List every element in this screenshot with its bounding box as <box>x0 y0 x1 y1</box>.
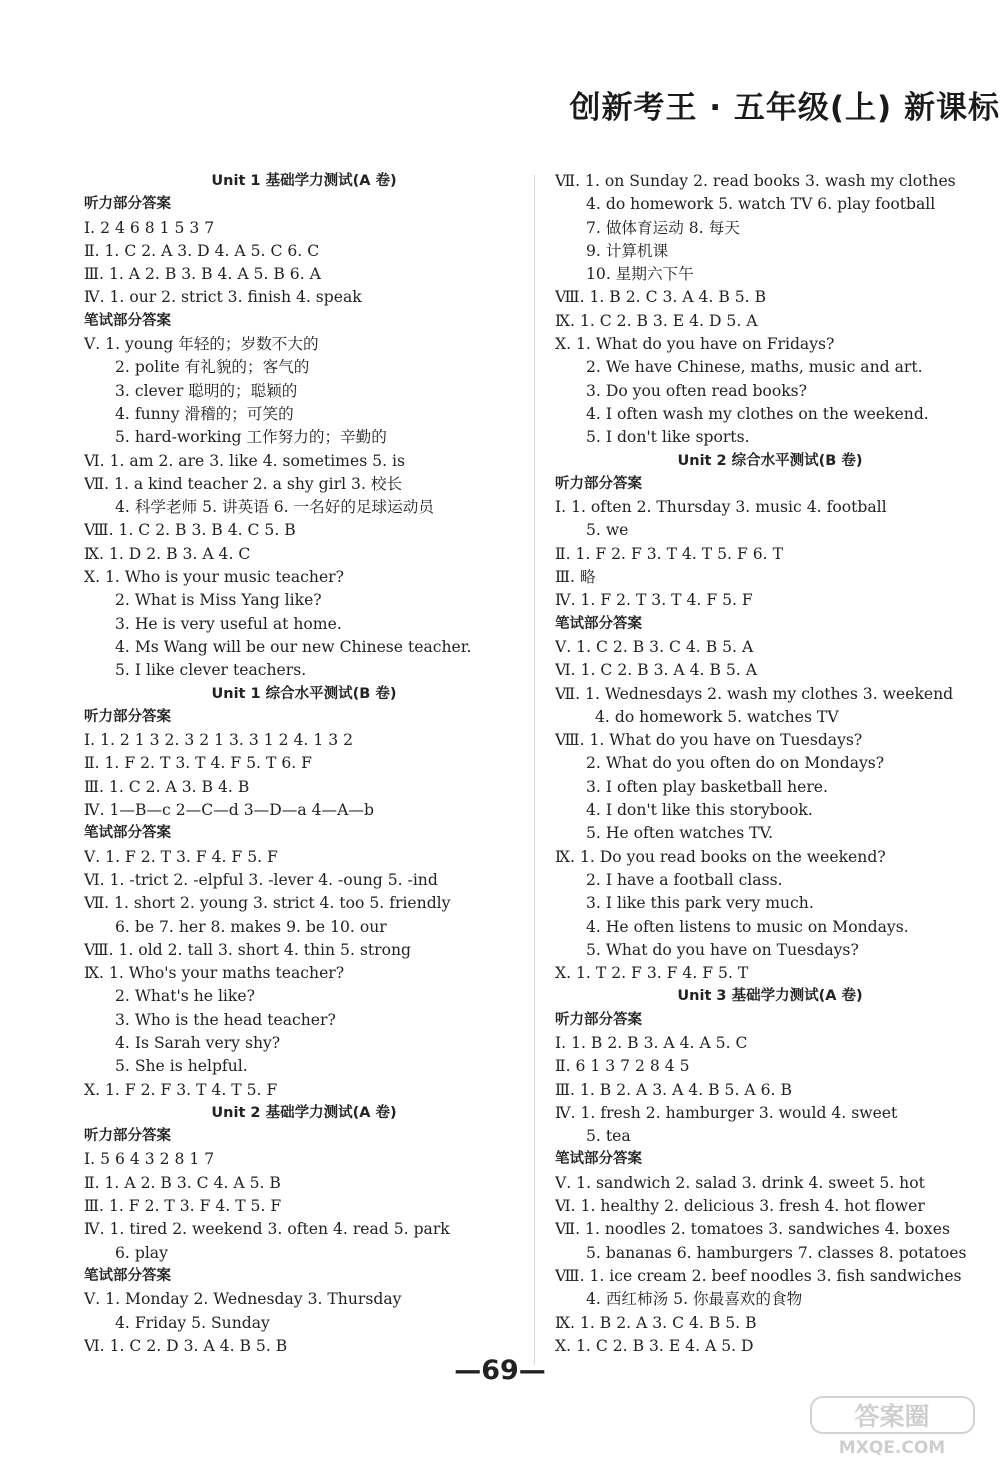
answer-line: Ⅴ. 1. sandwich 2. salad 3. drink 4. sweet 5. hot <box>555 1173 925 1192</box>
answer-line: 2. We have Chinese, maths, music and art. <box>586 358 923 377</box>
section-title: Unit 1 综合水平测试(B 卷) <box>211 685 397 702</box>
answer-line: Ⅴ. 1. Monday 2. Wednesday 3. Thursday <box>84 1290 402 1309</box>
answer-line: Ⅱ. 1. F 2. F 3. T 4. T 5. F 6. T <box>555 544 783 563</box>
answer-line: 4. do homework 5. watches TV <box>595 707 839 726</box>
answer-line: 3. I often play basketball here. <box>586 777 828 796</box>
answer-line: Ⅸ. 1. D 2. B 3. A 4. C <box>84 544 251 563</box>
section-subheading: 笔试部分答案 <box>84 825 171 842</box>
answer-line: Ⅹ. 1. C 2. B 3. E 4. A 5. D <box>555 1336 754 1355</box>
section-subheading: 笔试部分答案 <box>84 1267 171 1284</box>
answer-line: Ⅶ. 1. on Sunday 2. read books 3. wash my clothes <box>555 172 956 190</box>
answer-line: Ⅲ. 1. B 2. A 3. A 4. B 5. A 6. B <box>555 1080 792 1099</box>
answer-line: Ⅲ. 1. C 2. A 3. B 4. B <box>84 777 250 796</box>
left-answer-column <box>84 170 524 1358</box>
section-title: Unit 1 基础学力测试(A 卷) <box>211 173 397 189</box>
answer-line: Ⅹ. 1. T 2. F 3. F 4. F 5. T <box>555 964 749 983</box>
answer-line: Ⅰ. 5 6 4 3 2 8 1 7 <box>84 1150 215 1169</box>
answer-line: Ⅳ. 1—B—c 2—C—d 3—D—a 4—A—b <box>84 801 374 820</box>
answer-line: Ⅵ. 1. C 2. D 3. A 4. B 5. B <box>84 1336 288 1355</box>
answer-line: 4. funny 滑稽的；可笑的 <box>115 404 294 423</box>
section-subheading: 听力部分答案 <box>84 1128 171 1145</box>
answer-line: 4. 西红柿汤 5. 你最喜欢的食物 <box>586 1290 803 1309</box>
answer-line: 5. She is helpful. <box>115 1057 248 1076</box>
answer-line: Ⅱ. 6 1 3 7 2 8 4 5 <box>555 1057 690 1076</box>
section-subheading: 笔试部分答案 <box>555 615 642 632</box>
answer-line: Ⅰ. 1. 2 1 3 2. 3 2 1 3. 3 1 2 4. 1 3 2 <box>84 731 353 750</box>
section-subheading: 听力部分答案 <box>84 196 171 213</box>
answer-line: 5. tea <box>586 1127 631 1146</box>
answer-line: 7. 做体育运动 8. 每天 <box>586 218 740 237</box>
answer-line: Ⅴ. 1. young 年轻的；岁数不大的 <box>84 335 319 354</box>
answer-line: 4. Friday 5. Sunday <box>115 1313 270 1332</box>
answer-line: 5. I don't like sports. <box>586 428 750 447</box>
answer-line: Ⅷ. 1. old 2. tall 3. short 4. thin 5. strong <box>84 940 412 959</box>
answer-line: Ⅴ. 1. C 2. B 3. C 4. B 5. A <box>555 637 754 656</box>
answer-line: Ⅱ. 1. A 2. B 3. C 4. A 5. B <box>84 1173 281 1192</box>
answer-line: Ⅸ. 1. B 2. A 3. C 4. B 5. B <box>555 1313 757 1332</box>
answer-line: 4. do homework 5. watch TV 6. play football <box>586 195 936 214</box>
answer-line: 4. He often listens to music on Mondays. <box>586 917 909 936</box>
answer-line: 2. What is Miss Yang like? <box>115 591 322 610</box>
section-subheading: 笔试部分答案 <box>84 312 171 329</box>
answer-line: Ⅲ. 略 <box>555 568 596 587</box>
answer-line: 4. 科学老师 5. 讲英语 6. 一名好的足球运动员 <box>115 498 434 517</box>
answer-line: Ⅱ. 1. F 2. T 3. T 4. F 5. T 6. F <box>84 754 312 773</box>
answer-line: 4. I often wash my clothes on the weekend. <box>586 404 929 423</box>
answer-line: Ⅶ. 1. noodles 2. tomatoes 3. sandwiches 4. boxes <box>555 1220 950 1239</box>
answer-line: 6. be 7. her 8. makes 9. be 10. our <box>115 917 387 936</box>
page-header-title: 创新考王 · 五年级(上) 新课标 <box>569 90 1000 126</box>
answer-line: Ⅵ. 1. -trict 2. -elpful 3. -lever 4. -oung 5. -ind <box>84 870 438 889</box>
answer-line: 4. Ms Wang will be our new Chinese teacher. <box>115 637 472 656</box>
section-subheading: 笔试部分答案 <box>555 1151 642 1168</box>
answer-line: 10. 星期六下午 <box>586 265 694 284</box>
answer-line: Ⅸ. 1. C 2. B 3. E 4. D 5. A <box>555 311 758 330</box>
answer-line: 2. What's he like? <box>115 987 255 1006</box>
answer-line: 5. I like clever teachers. <box>115 661 307 680</box>
answer-line: Ⅹ. 1. Who is your music teacher? <box>84 568 344 587</box>
section-subheading: 听力部分答案 <box>555 1011 642 1028</box>
answer-line: Ⅱ. 1. C 2. A 3. D 4. A 5. C 6. C <box>84 241 320 260</box>
answer-line: Ⅷ. 1. What do you have on Tuesdays? <box>555 731 863 750</box>
answer-line: Ⅶ. 1. short 2. young 3. strict 4. too 5. friendly <box>84 894 451 913</box>
answer-line: Ⅹ. 1. F 2. F 3. T 4. T 5. F <box>84 1080 278 1099</box>
answer-line: Ⅷ. 1. C 2. B 3. B 4. C 5. B <box>84 521 296 540</box>
answer-line: Ⅲ. 1. A 2. B 3. B 4. A 5. B 6. A <box>84 265 321 284</box>
answer-line: Ⅰ. 2 4 6 8 1 5 3 7 <box>84 218 215 237</box>
answer-line: Ⅳ. 1. F 2. T 3. T 4. F 5. F <box>555 591 753 610</box>
section-subheading: 听力部分答案 <box>555 475 642 492</box>
answer-line: Ⅸ. 1. Do you read books on the weekend? <box>555 847 886 866</box>
answer-line: 3. I like this park very much. <box>586 894 814 913</box>
answer-line: Ⅶ. 1. Wednesdays 2. wash my clothes 3. weekend <box>555 684 954 703</box>
answer-line: 6. play <box>115 1243 168 1262</box>
answer-line: 3. He is very useful at home. <box>115 614 342 633</box>
answer-line: 2. polite 有礼貌的；客气的 <box>115 358 310 377</box>
answer-line: Ⅶ. 1. a kind teacher 2. a shy girl 3. 校长 <box>84 474 403 493</box>
answer-line: Ⅵ. 1. C 2. B 3. A 4. B 5. A <box>555 661 757 680</box>
answer-line: 5. bananas 6. hamburgers 7. classes 8. potatoes <box>586 1243 967 1262</box>
answer-line: Ⅵ. 1. am 2. are 3. like 4. sometimes 5. is <box>84 451 405 470</box>
answer-line: 3. clever 聪明的；聪颖的 <box>115 381 298 400</box>
watermark-site-text: MXQE.COM <box>838 1438 946 1458</box>
answer-line: Ⅹ. 1. What do you have on Fridays? <box>555 335 835 354</box>
page-number: —69— <box>454 1355 546 1386</box>
answer-line: 9. 计算机课 <box>586 241 669 260</box>
answer-line: Ⅳ. 1. tired 2. weekend 3. often 4. read 5. park <box>84 1220 450 1239</box>
answer-line: Ⅰ. 1. B 2. B 3. A 4. A 5. C <box>555 1033 748 1052</box>
answer-line: Ⅲ. 1. F 2. T 3. F 4. T 5. F <box>84 1197 282 1216</box>
answer-line: 2. What do you often do on Mondays? <box>586 754 885 773</box>
watermark-logo <box>805 1395 980 1459</box>
section-subheading: 听力部分答案 <box>84 708 171 725</box>
answer-line: 5. hard-working 工作努力的；辛勤的 <box>115 428 387 447</box>
answer-line: Ⅳ. 1. our 2. strict 3. finish 4. speak <box>84 288 362 307</box>
section-title: Unit 2 基础学力测试(A 卷) <box>211 1104 397 1121</box>
right-answer-column <box>555 170 985 1358</box>
answer-line: Ⅷ. 1. B 2. C 3. A 4. B 5. B <box>555 288 767 307</box>
answer-line: Ⅷ. 1. ice cream 2. beef noodles 3. fish sandwiches <box>555 1266 962 1285</box>
answer-line: Ⅵ. 1. healthy 2. delicious 3. fresh 4. hot flower <box>555 1197 925 1216</box>
answer-line: 3. Who is the head teacher? <box>115 1010 336 1029</box>
answer-line: 4. Is Sarah very shy? <box>115 1033 281 1052</box>
answer-line: 2. I have a football class. <box>586 870 783 889</box>
answer-line: Ⅴ. 1. F 2. T 3. F 4. F 5. F <box>84 847 278 866</box>
section-title: Unit 3 基础学力测试(A 卷) <box>677 988 863 1005</box>
answer-line: 3. Do you often read books? <box>586 381 808 400</box>
answer-line: 5. we <box>586 521 629 540</box>
column-divider <box>534 175 535 1365</box>
answer-line: 5. He often watches TV. <box>586 824 774 843</box>
watermark-logo-text: 答案圈 <box>854 1402 930 1431</box>
answer-line: Ⅰ. 1. often 2. Thursday 3. music 4. football <box>555 498 887 517</box>
section-title: Unit 2 综合水平测试(B 卷) <box>677 452 863 469</box>
answer-line: 4. I don't like this storybook. <box>586 801 813 820</box>
answer-line: Ⅳ. 1. fresh 2. hamburger 3. would 4. sweet <box>555 1103 898 1122</box>
answer-line: 5. What do you have on Tuesdays? <box>586 940 859 959</box>
answer-line: Ⅸ. 1. Who's your maths teacher? <box>84 964 345 983</box>
